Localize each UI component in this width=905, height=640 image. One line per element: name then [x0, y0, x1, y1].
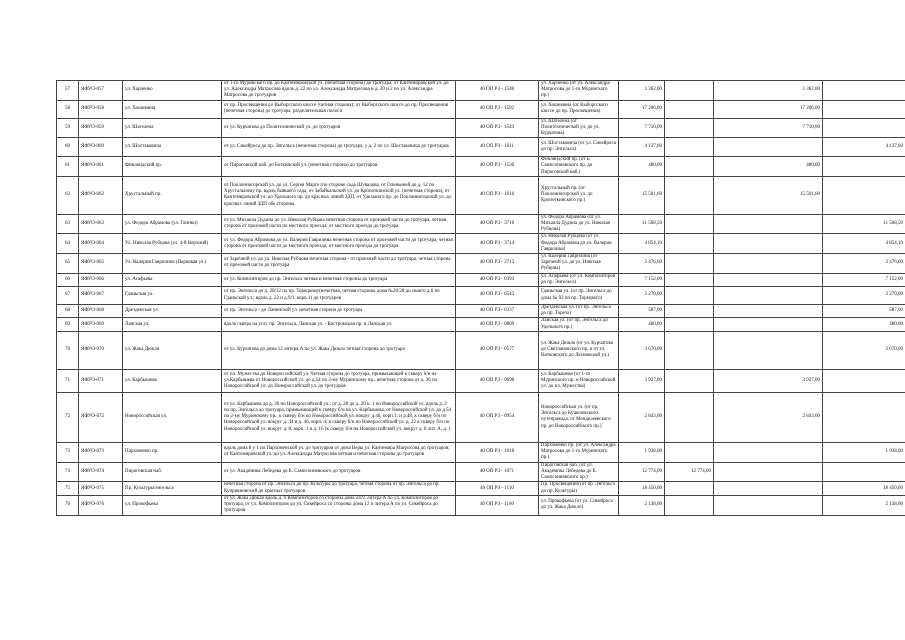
area-column-b: 15 501,60: [714, 176, 823, 214]
row-number: 59: [57, 118, 79, 138]
road-code: 40 ОП РЗ - 1536: [456, 157, 539, 177]
work-description: от 1-го Муринского пр. до Кантемировской ул. (нечетная сторона) до тротуара; от Кантемировской ул. до ул. Александра Матросова вдоль д. 22 по ул. Александра Матросова и д. 20 и 2 по ул. Александра Матросова до тротуаров: [222, 81, 456, 101]
area-column-c: 11 568,50: [823, 214, 905, 234]
area-column-a: [665, 369, 714, 392]
area-column-c: [823, 369, 905, 392]
work-description: от ул. Карбышева до д. 30 по Новороссийской ул.; от д. 28 до д. 20 к. 1 по Новороссийской ул. вдоль д. 2 по пр. Энгельса до тротуара, примыкающей к скверу б/н на ул. Карбышева, от Новороссийской ул. до д.54 по 2-му Муринскому пр., к скверу б/н по Новороссийской ул. вокруг д.46, корп.1; и д.48, к скверу б/н по Новороссийской ул. вокруг д. 44 и д. 46, корп. 4; к скверу б/н по Новороссийской ул. д. 22 к скверу б/н по Новороссийской ул. вокруг д. 8, корп. 1 и д. 16 (к скверу б/н на Новороссийской ул. вокруг д. 8 лит. А, д. 1: [222, 392, 456, 442]
road-bounds: Гданьская ул. (от пр. Энгельса до дома № 92 по пр. Торецкого): [539, 287, 619, 305]
row-number: 58: [57, 100, 79, 118]
row-number: 66: [57, 273, 79, 286]
area-column-c: [823, 81, 905, 101]
area-column-b: 2 843,00: [714, 392, 823, 442]
road-code: 40 ОП РЗ - 0543: [456, 287, 539, 305]
area-column-c: [823, 392, 905, 442]
work-description: вдоль дома 8 у 1 по Пархоменской ул. до тротуаров от дома Веры ул. Кантемира Матросова до тротуаров; от Кантемировской ул. до ул. Александра Матросова четная и нечетная стороны до тротуаров: [222, 442, 456, 462]
row-number: 62: [57, 176, 79, 214]
road-name: Пироговская наб.: [123, 462, 222, 482]
road-id: ЯФУО-075: [79, 482, 123, 495]
area-column-c: [823, 462, 905, 482]
area-column-b: 480,00: [714, 157, 823, 177]
road-id: ЯФУО-072: [79, 392, 123, 442]
road-id: ЯФУО-076: [79, 495, 123, 515]
road-id: ЯФУО-063: [79, 214, 123, 234]
area-column-b: 3 362,00: [714, 81, 823, 101]
row-number: 67: [57, 287, 79, 305]
area-column-a: [665, 100, 714, 118]
area-column-a: [665, 482, 714, 495]
road-name: ул. Карбышева: [123, 369, 222, 392]
area-column-a: [665, 392, 714, 442]
total-area: 18 450,00: [619, 482, 665, 495]
work-description: от ул. Курчатова до Политехнической ул. до тротуаров: [222, 118, 456, 138]
total-area: 3 927,00: [619, 369, 665, 392]
table-row: [57, 157, 905, 177]
area-column-a: [665, 214, 714, 234]
road-bounds: ул. Валерия Гаврилина (от Заречной ул. до ул. Николая Рубцова): [539, 254, 619, 274]
table-row: [57, 305, 905, 318]
road-bounds: Пархоменко пр. (от ул. Александра Матросова до 1-го Муринского пр.): [539, 442, 619, 462]
work-description: вдоль сквера на углу пр. Энгельса, Ланская ул. - Костромская пр. и Ланская ул.: [222, 318, 456, 331]
table-body: [57, 81, 905, 516]
road-name: ул. Харченко: [123, 81, 222, 101]
road-name: ул. Жака Дюкло: [123, 331, 222, 369]
area-column-c: 4 137,00: [823, 138, 905, 157]
area-column-a: [665, 273, 714, 286]
work-description: от пл. Мужества до Новороссийской ул. Четная сторона до тротуара, примыкающей к скверу 6/н на ул.Карбышева от Новороссийской ул. до д.54 по 2-му Муринскому пр., нечетная сторона от д. 36 по Новороссийской ул. до Новороссийской ул. до тротуаров: [222, 369, 456, 392]
total-area: 15 501,60: [619, 176, 665, 214]
road-code: 40 ОП РЗ - 0393: [456, 273, 539, 286]
road-id: ЯФУО-067: [79, 287, 123, 305]
road-bounds: ул. Николая Рубцова (от ул. Федора Абрамова до ул. Валерия Гаврилина): [539, 234, 619, 254]
road-code: 40 ОП РЗ - 0954: [456, 392, 539, 442]
row-number: 71: [57, 369, 79, 392]
total-area: 4 854,10: [619, 234, 665, 254]
table-row: [57, 81, 905, 101]
road-id: ЯФУО-062: [79, 176, 123, 214]
area-column-a: [665, 234, 714, 254]
row-number: 57: [57, 81, 79, 101]
road-id: ЯФУО-060: [79, 138, 123, 157]
road-code: 40 ОП РЗ - 3714: [456, 234, 539, 254]
work-description: от Заречной ул. до ул. Николая Рубцова нечетная сторона - от проезжей части до тротуара, четная сторона от проезжей части до тротуара: [222, 254, 456, 274]
area-column-a: [665, 138, 714, 157]
road-code: 40 ОП РЗ - 1543: [456, 118, 539, 138]
road-bounds: ул. Харченко (от ул. Александра Матросова до 1-го Муринского пр.): [539, 81, 619, 101]
work-description: нечетная сторона от пр. Энгельса до пр. Культуры до тротуара, четная сторона от пр. Энгельса до пр. Куприяновский до красных тротуаров: [222, 482, 456, 495]
work-description: от Пироговской наб. до Боткинской ул. (нечетная сторона) до тротуаров: [222, 157, 456, 177]
area-column-b: [714, 138, 823, 157]
area-column-c: 3 270,00: [823, 287, 905, 305]
area-column-a: [665, 287, 714, 305]
road-bounds: Новороссийская ул. (от пр. Энгельса до Кушелевского путепровода, от Менделеевского пр. до Новороссийского пр.): [539, 392, 619, 442]
work-description: от ул. Сикейроса до пр. Энгельса (нечетная сторона) до тротуара, у д. 2 по ул. Шостаковича до тротуаров: [222, 138, 456, 157]
area-column-b: [714, 287, 823, 305]
table-row: [57, 100, 905, 118]
table-row: [57, 318, 905, 331]
road-bounds: ул. Асафьева (от ул. Композиторов до пр. Энгельса): [539, 273, 619, 286]
total-area: 2 138,00: [619, 495, 665, 515]
road-id: ЯФУО-070: [79, 331, 123, 369]
road-id: ЯФУО-058: [79, 100, 123, 118]
area-column-a: [665, 157, 714, 177]
row-number: 75: [57, 482, 79, 495]
work-description: от ул. Жака Дюкло вдоль д. 6 Композиторов со стороны дома 24/9, литера А по ул. Композиторов до тротуара, от ул. Композиторов до ул. Сикейроса со стороны дома 12 и литера А по ул. Сикейроса до тротуаров: [222, 495, 456, 515]
area-column-b: [714, 318, 823, 331]
road-id: ЯФУО-059: [79, 118, 123, 138]
road-name: Пр. Культуры/энгельса: [123, 482, 222, 495]
road-id: ЯФУО-066: [79, 273, 123, 286]
area-column-a: [665, 318, 714, 331]
table-row: [57, 118, 905, 138]
total-area: 4 137,00: [619, 138, 665, 157]
total-area: 3 270,00: [619, 287, 665, 305]
table-row: [57, 331, 905, 369]
area-column-b: [714, 254, 823, 274]
table-row: [57, 392, 905, 442]
road-id: ЯФУО-074: [79, 462, 123, 482]
road-bounds: ул. Карбышева (от 1-го Муринского пр. и Новороссийской ул. до пл. Мужества): [539, 369, 619, 392]
road-name: Ланская ул.: [123, 318, 222, 331]
road-code: 40 ОП РЗ - 1071: [456, 462, 539, 482]
road-code: 40 ОП РЗ - 1546: [456, 81, 539, 101]
work-description: от ул. Михаила Дудина до ул. Николая Рубцова нечетная сторона от проезжей части до тротуара, четная сторона от проезжей части по местного проезда; от местного проезда до тротуара: [222, 214, 456, 234]
road-id: ЯФУО-073: [79, 442, 123, 462]
area-column-c: 3 670,00: [823, 331, 905, 369]
row-number: 69: [57, 318, 79, 331]
area-column-c: 3 476,60: [823, 254, 905, 274]
area-column-b: [714, 482, 823, 495]
road-name: ул. Прокофьева: [123, 495, 222, 515]
area-column-c: [823, 176, 905, 214]
total-area: 3 476,60: [619, 254, 665, 274]
area-column-c: 18 450,00: [823, 482, 905, 495]
row-number: 74: [57, 462, 79, 482]
road-bounds: Пироговская наб. (от ул. Академика Лебедева до Б. Сампсониевского пр.): [539, 462, 619, 482]
road-bounds: ул. Жака Дюкло (от ул. Курчатова до Светлановского пр. и от ул. Витковского до Лесновской ул.): [539, 331, 619, 369]
row-number: 61: [57, 157, 79, 177]
road-name: ул. Шостаковича: [123, 138, 222, 157]
work-description: от ул. Федора Абрамова до ул. Валерия Гаврилина нечетная сторона от проезжей части до тротуара, четная сторона от проезжей части до местного проезда; от местного проезда до тротуара: [222, 234, 456, 254]
area-column-c: 2 138,00: [823, 495, 905, 515]
area-column-b: [714, 495, 823, 515]
road-bounds: ул. Прокофьева (от ул. Сикейроса до ул. Жака Дюкло): [539, 495, 619, 515]
total-area: 7 152,00: [619, 273, 665, 286]
road-name: ул. Шателена: [123, 118, 222, 138]
road-code: 40 ОП РЗ - 3713: [456, 254, 539, 274]
document-sheet: [56, 80, 905, 516]
work-description: от ул. Композиторов до пр. Энгельса четная и нечетная стороны до тротуара: [222, 273, 456, 286]
row-number: 73: [57, 442, 79, 462]
area-column-a: [665, 176, 714, 214]
table-row: [57, 482, 905, 495]
table-row: [57, 369, 905, 392]
table-row: [57, 138, 905, 157]
table-row: [57, 462, 905, 482]
road-code: 40 ОП РЗ - 0809: [456, 318, 539, 331]
area-column-b: [714, 214, 823, 234]
area-column-b: [714, 273, 823, 286]
road-bounds: Дрезденская ул. (от пр. Энгельса до пр. Тореза): [539, 305, 619, 318]
work-description: от пр. Просвещения до Выборгского шоссе (четная сторона); от Выборгского шоссе до пр. Просвещения (нечетная сторона) до тротуара, разделительная полоса: [222, 100, 456, 118]
road-name: Новороссийская ул.: [123, 392, 222, 442]
road-code: 40 ОП РЗ - 1592: [456, 100, 539, 118]
road-name: Ул. Валерия Гаврилина (Парковая ул.): [123, 254, 222, 274]
road-id: ЯФУО-069: [79, 318, 123, 331]
area-column-c: [823, 100, 905, 118]
area-column-a: [665, 118, 714, 138]
road-id: ЯФУО-065: [79, 254, 123, 274]
area-column-a: [665, 254, 714, 274]
roads-table: [56, 80, 905, 516]
road-bounds: Финляндский пр. (от Б. Сампсониевского пр. до Пироговской наб.): [539, 157, 619, 177]
road-name: ул. Федора Абрамова (ул. Глинки): [123, 214, 222, 234]
area-column-c: 4 854,10: [823, 234, 905, 254]
area-column-b: 3 927,00: [714, 369, 823, 392]
road-name: Пархоменко пр.: [123, 442, 222, 462]
road-bounds: ул. Шателена (от Политехнической ул. до ул. Курчатова): [539, 118, 619, 138]
road-name: ул. Асафьева: [123, 273, 222, 286]
road-code: 40 ОП РЗ - 3716: [456, 214, 539, 234]
total-area: 7 710,00: [619, 118, 665, 138]
table-row: [57, 176, 905, 214]
road-code: 40 ОП РЗ - 1611: [456, 138, 539, 157]
table-row: [57, 234, 905, 254]
area-column-a: [665, 81, 714, 101]
road-id: ЯФУО-068: [79, 305, 123, 318]
road-name: Гданьская ул.: [123, 287, 222, 305]
work-description: от пр. Энгельса до д. 28/32 по пр. Торецкому(нечетная, четная стороны дома №26/28 до своего д.6 по Гданьской ул.; вдоль д. 22 и д.9/1, корп.1) до тротуаров: [222, 287, 456, 305]
area-column-b: [714, 234, 823, 254]
area-column-b: [714, 331, 823, 369]
total-area: 3 362,00: [619, 81, 665, 101]
area-column-c: 1 938,00: [823, 442, 905, 462]
road-id: ЯФУО-061: [79, 157, 123, 177]
row-number: 60: [57, 138, 79, 157]
table-row: [57, 287, 905, 305]
row-number: 70: [57, 331, 79, 369]
work-description: от Поклонногорской ул. до ул. Сергея Марго (по стороне сада Шувалова, от Оленьевой до д. 12 по Хрустальному пр. вдоль бывшего сада, от Забайкальской ул. до Кропоткинской ул. (нечетная сторона), от Кантемировской ул. до Удельного пр. до красных линий ЗДП, от Удельного пр. до Поклонногорской ул. до красных линий ЗДП обе стороны: [222, 176, 456, 214]
total-area: 17 206,00: [619, 100, 665, 118]
total-area: 480,00: [619, 157, 665, 177]
total-area: 1 938,00: [619, 442, 665, 462]
road-code: 40 ОП РЗ - 1110: [456, 482, 539, 495]
row-number: 76: [57, 495, 79, 515]
road-code: 40 ОП РЗ - 1616: [456, 176, 539, 214]
area-column-c: 7 152,00: [823, 273, 905, 286]
area-column-b: [714, 442, 823, 462]
area-column-b: 17 206,00: [714, 100, 823, 118]
road-name: Хрустальный пр.: [123, 176, 222, 214]
road-id: ЯФУО-071: [79, 369, 123, 392]
total-area: 480,00: [619, 318, 665, 331]
row-number: 72: [57, 392, 79, 442]
road-code: 40 ОП РЗ - 1018: [456, 442, 539, 462]
total-area: 3 670,00: [619, 331, 665, 369]
table-row: [57, 273, 905, 286]
row-number: 65: [57, 254, 79, 274]
row-number: 64: [57, 234, 79, 254]
road-name: Ул. Николая Рубцова (ул. 4-й Верхний): [123, 234, 222, 254]
row-number: 68: [57, 305, 79, 318]
road-bounds: ул. Федора Абрамова (от ул. Михаила Дудина до ул. Николая Рубцова): [539, 214, 619, 234]
road-name: Дрезденская ул.: [123, 305, 222, 318]
total-area: 12 774,00: [619, 462, 665, 482]
table-row: [57, 442, 905, 462]
area-column-a: [665, 495, 714, 515]
work-description: от пр. Энгельса - до Ланинской ул. нечетная сторона до тротуара: [222, 305, 456, 318]
road-bounds: ул. Шостаковича (от ул. Сикейроса до пр. Энгельса): [539, 138, 619, 157]
area-column-b: 7 710,00: [714, 118, 823, 138]
road-bounds: Ланская ул. (от пр. Энгельса до Удельного пр.): [539, 318, 619, 331]
area-column-b: [714, 462, 823, 482]
area-column-a: [665, 331, 714, 369]
area-column-c: [823, 118, 905, 138]
road-id: ЯФУО-057: [79, 81, 123, 101]
total-area: 587,00: [619, 305, 665, 318]
table-row: [57, 254, 905, 274]
area-column-a: 12 774,00: [665, 462, 714, 482]
road-bounds: Хрустальный пр. (от Поклонногорской ул. до Кропоткинского пр.): [539, 176, 619, 214]
road-id: ЯФУО-064: [79, 234, 123, 254]
area-column-a: [665, 442, 714, 462]
table-row: [57, 495, 905, 515]
road-code: 40 ОП РЗ - 0337: [456, 305, 539, 318]
road-bounds: Пр. Просвещения (от пр. Энгельса до пр. Культуры): [539, 482, 619, 495]
table-row: [57, 214, 905, 234]
road-code: 40 ОП РЗ - 1160: [456, 495, 539, 515]
work-description: от ул. Курчатова до дома 12 литера А по ул. Жака Дюкло четная сторона до тротуара: [222, 331, 456, 369]
road-code: 40 ОП РЗ - 0698: [456, 369, 539, 392]
area-column-a: [665, 305, 714, 318]
area-column-c: [823, 157, 905, 177]
road-code: 40 ОП РЗ - 0577: [456, 331, 539, 369]
area-column-b: [714, 305, 823, 318]
road-name: ул. Хошимина: [123, 100, 222, 118]
total-area: 11 568,50: [619, 214, 665, 234]
area-column-c: 587,00: [823, 305, 905, 318]
area-column-c: 480,00: [823, 318, 905, 331]
total-area: 2 843,00: [619, 392, 665, 442]
road-name: Финляндский пр.: [123, 157, 222, 177]
row-number: 63: [57, 214, 79, 234]
work-description: от ул. Академика Лебедева до Б. Сампсониевского до тротуаров: [222, 462, 456, 482]
road-bounds: ул. Хошимина (от Выборгского шоссе до пр. Просвещения): [539, 100, 619, 118]
